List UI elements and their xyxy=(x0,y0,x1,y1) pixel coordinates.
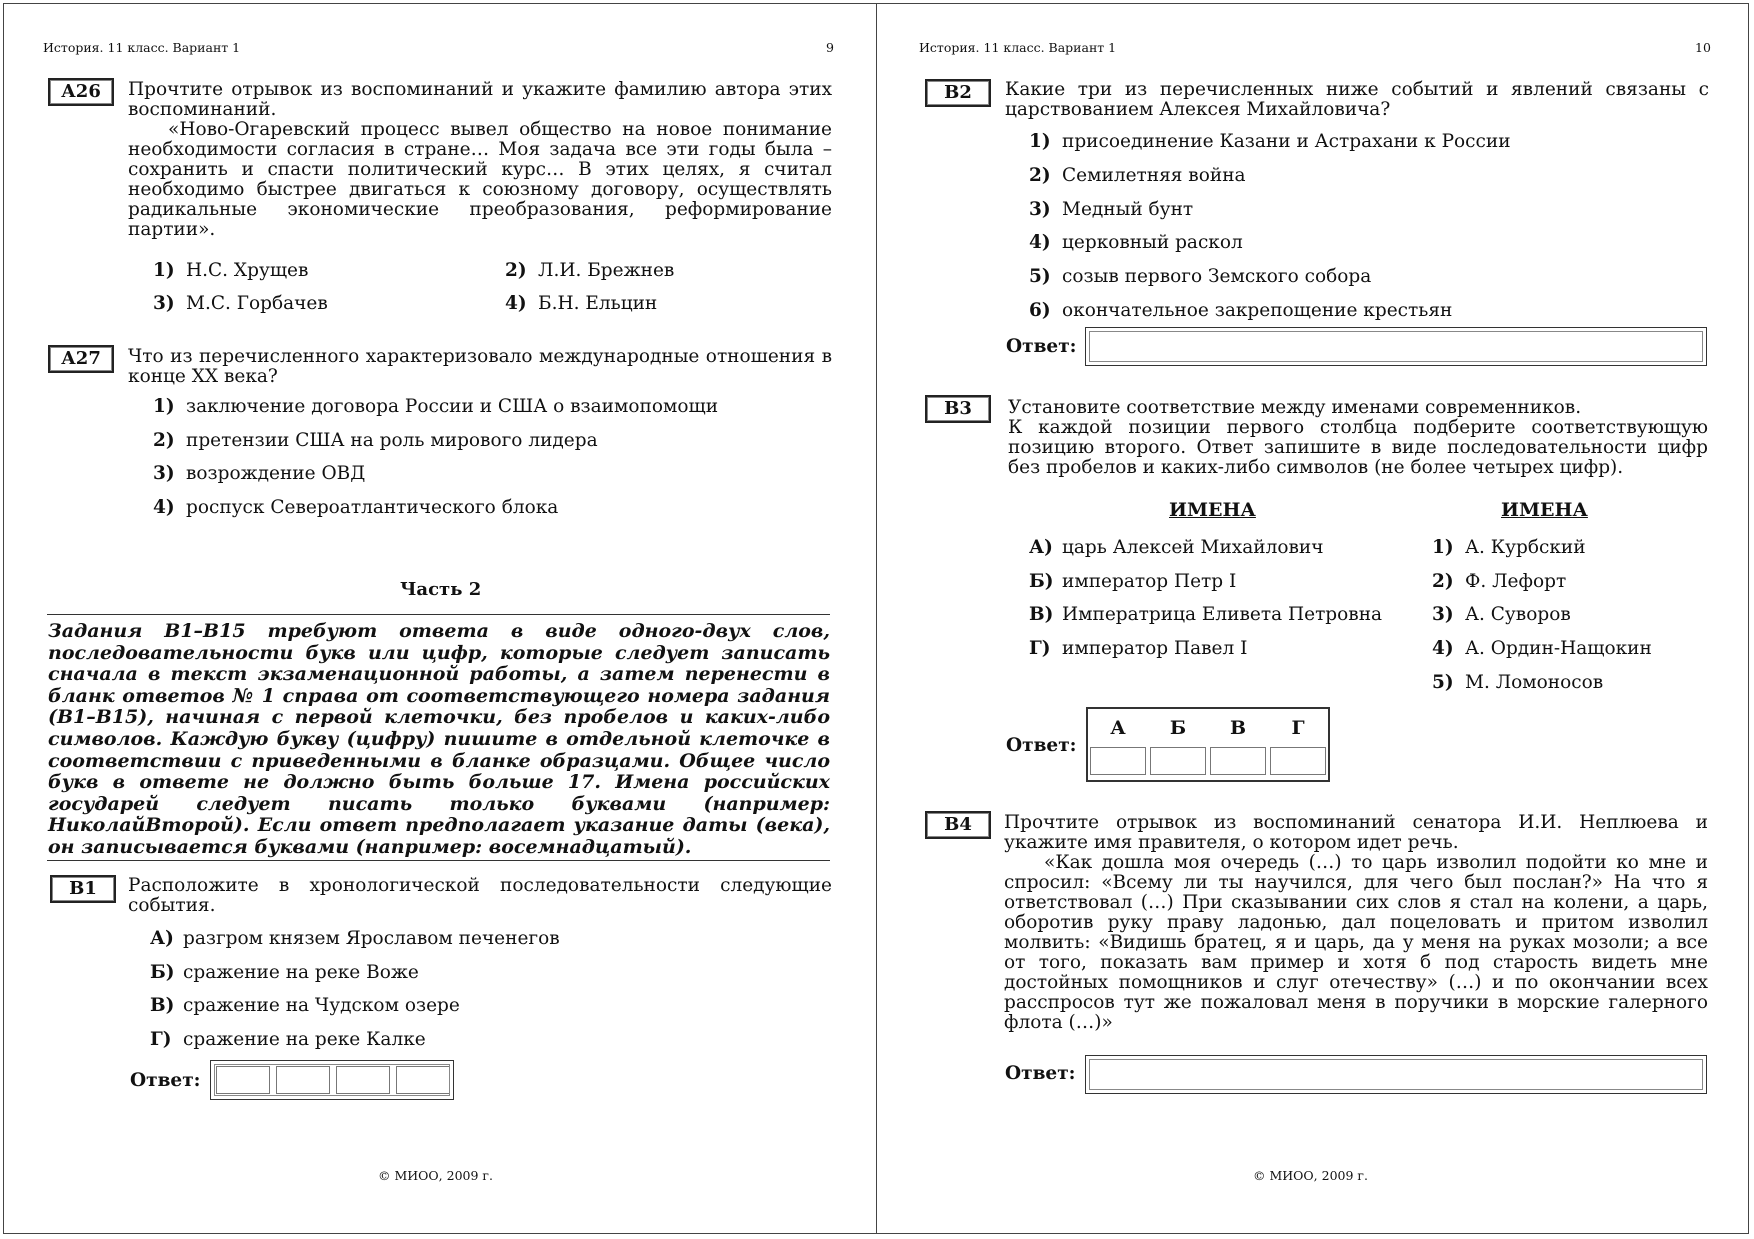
option-3: 3) Медный бунт xyxy=(1029,199,1194,220)
question-text: К каждой позиции первого столбца подберите соответствующую позицию второго. Ответ запишите в виде последовательности цифр без пробелов и каких-либо символов (не более четырех цифр). xyxy=(1008,417,1708,478)
option-a: А) разгром князем Ярославом печенегов xyxy=(150,928,560,949)
option-3: 3) возрождение ОВД xyxy=(153,463,366,484)
question-text: Какие три из перечисленных ниже событий и явлений связаны с царствованием Алексея Михайловича? xyxy=(1005,79,1709,120)
option-2: 2) Л.И. Брежнев xyxy=(505,260,675,281)
answer-cells xyxy=(210,1060,454,1100)
table-header: Г xyxy=(1291,717,1305,739)
option-2: 2) претензии США на роль мирового лидера xyxy=(153,430,598,451)
right-page xyxy=(877,0,1754,1239)
task-b4 xyxy=(1004,813,1708,1033)
right-item-5: 5) М. Ломоносов xyxy=(1432,672,1604,693)
task-a26 xyxy=(128,80,832,240)
option-1: 1) присоединение Казани и Астрахани к России xyxy=(1029,131,1511,152)
question-text: Прочтите отрывок из воспоминаний и укажите фамилию автора этих воспоминаний. xyxy=(128,79,832,120)
option-g: Г) сражение на реке Калке xyxy=(150,1029,426,1050)
table-header: В xyxy=(1229,717,1247,739)
option-4: 4) Б.Н. Ельцин xyxy=(505,293,658,314)
quote-text: «Ново-Огаревский процесс вывел общество на новое понимание необходимости согласия в стране… Моя задача все эти годы была – сохранить и спасти политический курс… В этих целях, я считал необходимо быстрее двигаться к союзному договору, осуществлять радикальные экономические преобразования, реформирование партии». xyxy=(128,119,832,240)
column-header-left: ИМЕНА xyxy=(1169,499,1256,521)
page-number: 10 xyxy=(1695,40,1711,55)
answer-field[interactable] xyxy=(1085,1055,1707,1094)
question-text: Что из перечисленного характеризовало международные отношения в конце XX века? xyxy=(128,346,832,387)
instructions-top-rule xyxy=(47,614,830,615)
answer-label: Ответ: xyxy=(1006,735,1077,756)
answer-cell[interactable] xyxy=(1090,747,1146,775)
task-b3 xyxy=(1008,398,1708,478)
answer-cell[interactable] xyxy=(1150,747,1206,775)
answer-label: Ответ: xyxy=(1006,336,1077,357)
instructions-bottom-rule xyxy=(47,860,830,861)
right-item-4: 4) А. Ордин-Нащокин xyxy=(1432,638,1652,659)
option-1: 1) Н.С. Хрущев xyxy=(153,260,309,281)
answer-cell[interactable] xyxy=(1210,747,1266,775)
task-label-b2: В2 xyxy=(925,79,991,107)
page-number: 9 xyxy=(826,40,834,55)
header-title: История. 11 класс. Вариант 1 xyxy=(919,40,1117,55)
option-4: 4) роспуск Североатлантического блока xyxy=(153,497,559,518)
task-label-b4: В4 xyxy=(925,811,991,839)
table-header: Б xyxy=(1169,717,1187,739)
option-6: 6) окончательное закрепощение крестьян xyxy=(1029,300,1453,321)
task-label-b3: В3 xyxy=(925,395,991,423)
left-item-g: Г) император Павел I xyxy=(1029,638,1248,659)
answer-cell[interactable] xyxy=(216,1066,270,1094)
task-a27 xyxy=(128,347,832,387)
question-text: Расположите в хронологической последовательности следующие события. xyxy=(128,875,832,916)
table-header: А xyxy=(1110,717,1126,739)
question-line1: Установите соответствие между именами современников. xyxy=(1008,397,1582,418)
left-item-b: Б) император Петр I xyxy=(1029,571,1237,592)
task-label-a26: А26 xyxy=(48,78,114,106)
header-title: История. 11 класс. Вариант 1 xyxy=(43,40,241,55)
right-item-1: 1) А. Курбский xyxy=(1432,537,1586,558)
option-2: 2) Семилетняя война xyxy=(1029,165,1246,186)
footer: © МИОО, 2009 г. xyxy=(378,1168,493,1183)
answer-field[interactable] xyxy=(1085,327,1707,366)
left-item-v: В) Императрица Еливета Петровна xyxy=(1029,604,1383,625)
task-label-b1: В1 xyxy=(50,875,116,903)
footer: © МИОО, 2009 г. xyxy=(1253,1168,1368,1183)
left-item-a: А) царь Алексей Михайлович xyxy=(1029,537,1324,558)
option-b: Б) сражение на реке Воже xyxy=(150,962,419,983)
question-text: Прочтите отрывок из воспоминаний сенатора И.И. Неплюева и укажите имя правителя, о котором идет речь. xyxy=(1004,812,1708,853)
part2-instructions: Задания В1–В15 требуют ответа в виде одного-двух слов, последовательности букв или цифр, которые следует записать сначала в текст экзаменационной работы, а затем перенести в бланк ответов № 1 справа от соответствующего номера задания (В1–В15), начиная с первой клеточки, без пробелов и каких-либо символов. Каждую букву (цифру) пишите в отдельной клеточке в соответствии с приведенными в бланке образцами. Общее число букв в ответе не должно быть больше 17. Имена российских государей следует писать только буквами (например: НиколайВторой). Если ответ предполагает указание даты (века), он записывается буквами (например: восемнадцатый). xyxy=(48,620,830,858)
task-b2 xyxy=(1005,80,1709,120)
answer-cell[interactable] xyxy=(276,1066,330,1094)
task-b1 xyxy=(128,876,832,916)
part2-title: Часть 2 xyxy=(400,579,482,600)
right-item-2: 2) Ф. Лефорт xyxy=(1432,571,1567,592)
option-4: 4) церковный раскол xyxy=(1029,232,1243,253)
answer-cell[interactable] xyxy=(336,1066,390,1094)
option-1: 1) заключение договора России и США о взаимопомощи xyxy=(153,396,719,417)
answer-label: Ответ: xyxy=(1005,1063,1076,1084)
answer-cell[interactable] xyxy=(1270,747,1326,775)
answer-label: Ответ: xyxy=(130,1070,201,1091)
answer-cell[interactable] xyxy=(396,1066,450,1094)
right-item-3: 3) А. Суворов xyxy=(1432,604,1571,625)
quote-text: «Как дошла моя очередь (…) то царь изволил подойти ко мне и спросил: «Всему ли ты научился, для чего был послан?» На что я ответствовал (…) При сказывании сих слов я стал на колени, а царь, оборотив руку праву ладонью, дал поцеловать и притом изволил молвить: «Видишь братец, я и царь, да у меня на руках мозоли; а все от того, показать вам пример и хотя б под старость видеть мне достойных помощников и слуг отечеству» (…) и по окончании всех расспросов тут же пожаловал меня в поручики в морские галерного флота (…)» xyxy=(1004,852,1708,1033)
task-label-a27: А27 xyxy=(48,345,114,373)
column-header-right: ИМЕНА xyxy=(1501,499,1588,521)
answer-table xyxy=(1086,707,1330,782)
option-5: 5) созыв первого Земского собора xyxy=(1029,266,1372,287)
option-v: В) сражение на Чудском озере xyxy=(150,995,460,1016)
option-3: 3) М.С. Горбачев xyxy=(153,293,328,314)
